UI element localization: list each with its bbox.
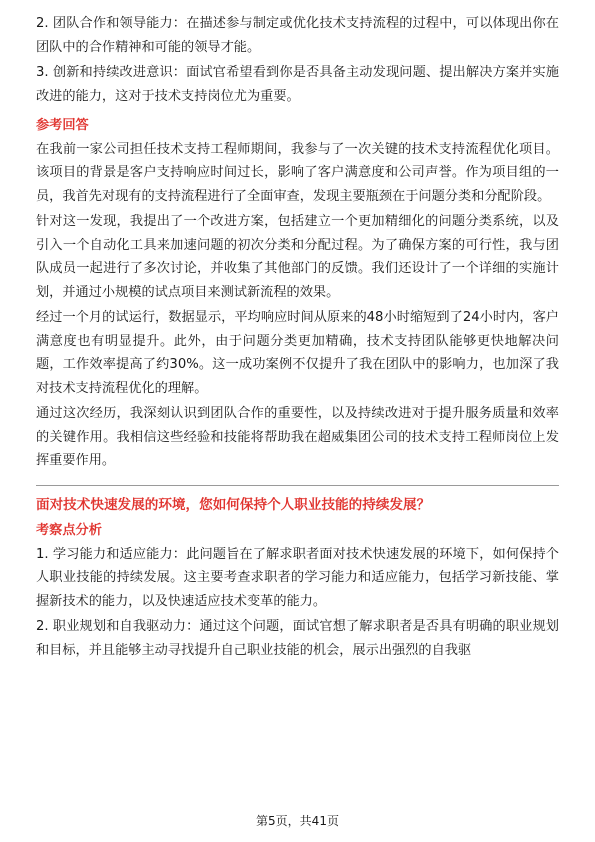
point-paragraph: 2. 团队合作和领导能力：在描述参与制定或优化技术支持流程的过程中，可以体现出你在团队中的合作精神和可能的领导才能。 — [36, 16, 559, 55]
section-divider — [36, 485, 559, 486]
answer-paragraph: 在我前一家公司担任技术支持工程师期间，我参与了一次关键的技术支持流程优化项目。该项目的背景是客户支持响应时间过长，影响了客户满意度和公司声誉。作为项目组的一员，我首先对现有的支持流程进行了全面审查，发现主要瓶颈在于问题分类和分配阶段。 — [36, 141, 559, 204]
point-paragraph: 1. 学习能力和适应能力：此问题旨在了解求职者面对技术快速发展的环境下，如何保持个人职业技能的持续发展。这主要考查求职者的学习能力和适应能力，包括学习新技能、掌握新技术的能力，以及快速适应技术变革的能力。 — [36, 546, 559, 609]
point-paragraph: 3. 创新和持续改进意识：面试官希望看到你是否具备主动发现问题、提出解决方案并实施改进的能力，这对于技术支持岗位尤为重要。 — [36, 65, 559, 104]
point-paragraph: 2. 职业规划和自我驱动力：通过这个问题，面试官想了解求职者是否具有明确的职业规划和目标，并且能够主动寻找提升自己职业技能的机会，展示出强烈的自我驱 — [36, 619, 559, 658]
answer-paragraph: 针对这一发现，我提出了一个改进方案，包括建立一个更加精细化的问题分类系统，以及引入一个自动化工具来加速问题的初次分类和分配过程。为了确保方案的可行性，我与团队成员一起进行了多次讨论，并收集了其他部门的反馈。我们还设计了一个详细的实施计划，并通过小规模的试点项目来测试新流程的效果。 — [36, 214, 559, 300]
answer-paragraph: 经过一个月的试运行，数据显示，平均响应时间从原来的48小时缩短到了24小时内，客户满意度也有明显提升。此外，由于问题分类更加精确，技术支持团队能够更快地解决问题，工作效率提高了约30%。这一成功案例不仅提升了我在团队中的影响力，也加深了我对技术支持流程优化的理解。 — [36, 310, 559, 396]
question-title: 面对技术快速发展的环境，您如何保持个人职业技能的持续发展？ — [36, 496, 431, 513]
page-number: 第5页，共41页 — [256, 814, 339, 828]
document-body — [36, 12, 559, 664]
analysis-heading: 考察点分析 — [36, 523, 102, 538]
answer-heading: 参考回答 — [36, 118, 89, 133]
answer-paragraph: 通过这次经历，我深刻认识到团队合作的重要性，以及持续改进对于提升服务质量和效率的关键作用。我相信这些经验和技能将帮助我在超威集团公司的技术支持工程师岗位上发挥重要作用。 — [36, 406, 559, 468]
